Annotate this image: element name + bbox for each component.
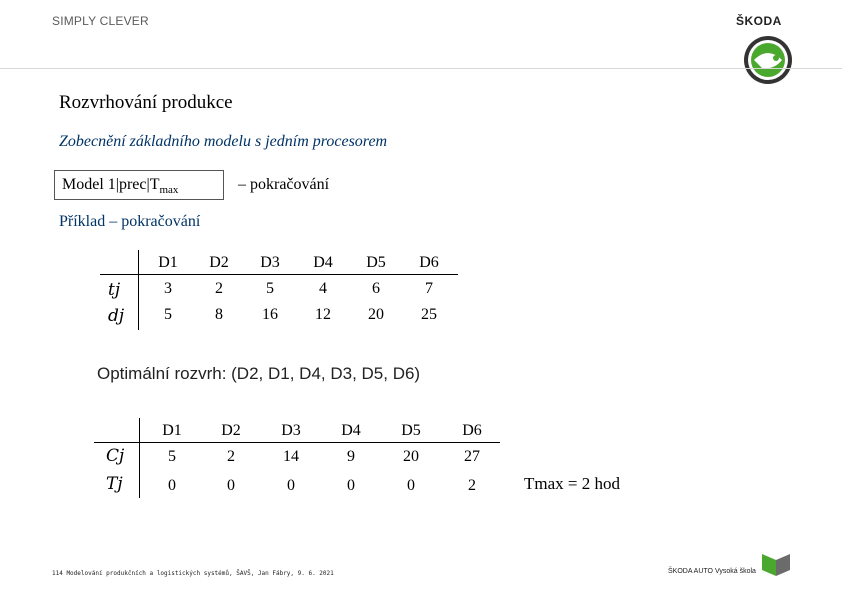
skoda-logo-icon [744, 36, 792, 84]
subtitle: Zobecnění základního modelu s jedním procesorem [59, 133, 388, 150]
table2-header: D1 [162, 422, 182, 439]
footer-brand: ŠKODA AUTO Vysoká škola [668, 568, 756, 575]
table1-cell: 3 [164, 280, 172, 297]
table1-vertical-line [138, 250, 139, 330]
table1-cell: 5 [266, 280, 274, 297]
table2-row-label: Tj [106, 474, 123, 494]
table1-cell: 8 [215, 306, 223, 323]
table1-header: D5 [366, 254, 386, 271]
table1-header-line [100, 274, 458, 275]
tagline: SIMPLY CLEVER [52, 14, 149, 28]
table2-cell: 14 [283, 448, 299, 465]
continuation-label: – pokračování [238, 176, 330, 193]
table2-cell: 2 [227, 448, 235, 465]
table1-cell: 4 [319, 280, 327, 297]
table2-cell: 0 [287, 477, 295, 494]
table1-cell: 16 [262, 306, 278, 323]
table1-cell: 2 [215, 280, 223, 297]
table1-cell: 6 [372, 280, 380, 297]
table1-header: D1 [158, 254, 178, 271]
table2-cell: 0 [347, 477, 355, 494]
table2-cell: 27 [464, 448, 480, 465]
tmax-result: Tmax = 2 hod [524, 474, 620, 493]
table2-header: D3 [281, 422, 301, 439]
table1-cell: 20 [368, 306, 384, 323]
model-box [54, 170, 224, 200]
table2-row-label: Cj [106, 446, 125, 466]
table1-cell: 5 [164, 306, 172, 323]
table2-vertical-line [139, 418, 140, 498]
table1-header: D3 [260, 254, 280, 271]
table1-cell: 12 [315, 306, 331, 323]
table2-cell: 0 [168, 477, 176, 494]
table1-header: D2 [209, 254, 229, 271]
table2-header: D4 [341, 422, 361, 439]
table1-header: D6 [419, 254, 439, 271]
table2-header-line [94, 442, 500, 443]
page-title: Rozvrhování produkce [59, 92, 233, 113]
brand-name: ŠKODA [736, 14, 782, 28]
table2-cell: 0 [227, 477, 235, 494]
table2-cell: 5 [168, 448, 176, 465]
table1-cell: 7 [425, 280, 433, 297]
table2-cell: 9 [347, 448, 355, 465]
table2-header: D2 [221, 422, 241, 439]
header-divider [0, 68, 842, 69]
table1-header: D4 [313, 254, 333, 271]
table1-row-label: tj [108, 280, 121, 300]
table2-header: D6 [462, 422, 482, 439]
table2-cell: 0 [407, 477, 415, 494]
example-heading: Příklad – pokračování [59, 213, 201, 230]
table2-header: D5 [401, 422, 421, 439]
footer-text: 114 Modelování produkčních a logistických systémů, ŠAVŠ, Jan Fábry, 9. 6. 2021 [52, 570, 334, 577]
table2-cell: 2 [468, 477, 476, 494]
model-text: Model 1|prec|T [62, 176, 160, 193]
table2-cell: 20 [403, 448, 419, 465]
school-logo-icon [760, 552, 792, 583]
table1-cell: 25 [421, 306, 437, 323]
model-subscript: max [159, 184, 179, 197]
optimal-schedule: Optimální rozvrh: (D2, D1, D4, D3, D5, D6) [97, 364, 421, 383]
table1-row-label: dj [108, 306, 125, 326]
